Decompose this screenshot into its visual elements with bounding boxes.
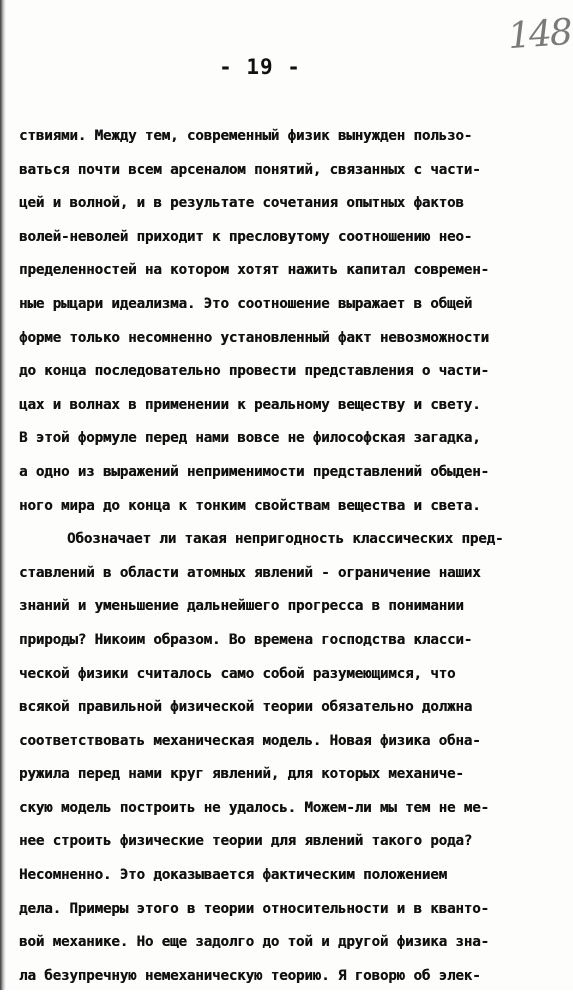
text-line: природы? Никоим образом. Во времена господства класси-	[19, 631, 473, 648]
text-line: ного мира до конца к тонким свойствам вещества и света.	[19, 497, 481, 514]
text-line: пределенностей на котором хотят нажить капитал современ-	[19, 262, 489, 279]
body-text	[19, 120, 564, 993]
text-line: ла безупречную немеханическую теорию. Я говорю об элек-	[19, 967, 481, 984]
text-line: ружила перед нами круг явлений, для которых механиче-	[19, 766, 464, 783]
text-line: ставлений в области атомных явлений - ограничение наших	[19, 564, 481, 581]
page-number: - 19 -	[219, 55, 301, 79]
text-line: Несомненно. Это доказывается фактическим положением	[19, 867, 447, 884]
archive-page-number: 148	[506, 11, 573, 58]
text-line: соответствовать механическая модель. Новая физика обна-	[19, 732, 481, 749]
text-line: нее строить физические теории для явлений такого рода?	[19, 833, 473, 850]
text-line: ные рыцари идеализма. Это соотношение выражает в общей	[19, 295, 473, 312]
text-line: скую модель построить не удалось. Можем-ли мы тем не ме-	[19, 799, 489, 816]
text-line: вой механике. Но еще задолго до той и другой физика зна-	[19, 934, 489, 951]
paragraph-first-line: Обозначает ли такая непригодность классических пред-	[67, 531, 504, 548]
text-line: дела. Примеры этого в теории относительности и в кванто-	[19, 900, 489, 917]
text-line: ствиями. Между тем, современный физик вынужден пользо-	[19, 128, 473, 144]
text-line: ваться почти всем арсеналом понятий, связанных с части-	[19, 161, 481, 178]
text-line: а одно из выражений неприменимости представлений обыден-	[19, 463, 489, 480]
text-line: до конца последовательно провести представления о части-	[19, 363, 489, 380]
page-edge-shadow	[0, 0, 6, 990]
text-line: волей-неволей приходит к пресловутому соотношению нео-	[19, 228, 473, 245]
text-line: форме только несомненно установленный факт невозможности	[19, 329, 489, 346]
text-line: В этой формуле перед нами вовсе не философская загадка,	[19, 430, 481, 447]
text-line: ческой физики считалось само собой разумеющимся, что	[19, 665, 456, 682]
text-line: знаний и уменьшение дальнейшего прогресса в понимании	[19, 598, 464, 615]
text-line: цей и волной, и в результате сочетания опытных фактов	[19, 195, 464, 212]
text-line: цах и волнах в применении к реальному веществу и свету.	[19, 396, 481, 413]
text-line: всякой правильной физической теории обязательно должна	[19, 699, 473, 716]
